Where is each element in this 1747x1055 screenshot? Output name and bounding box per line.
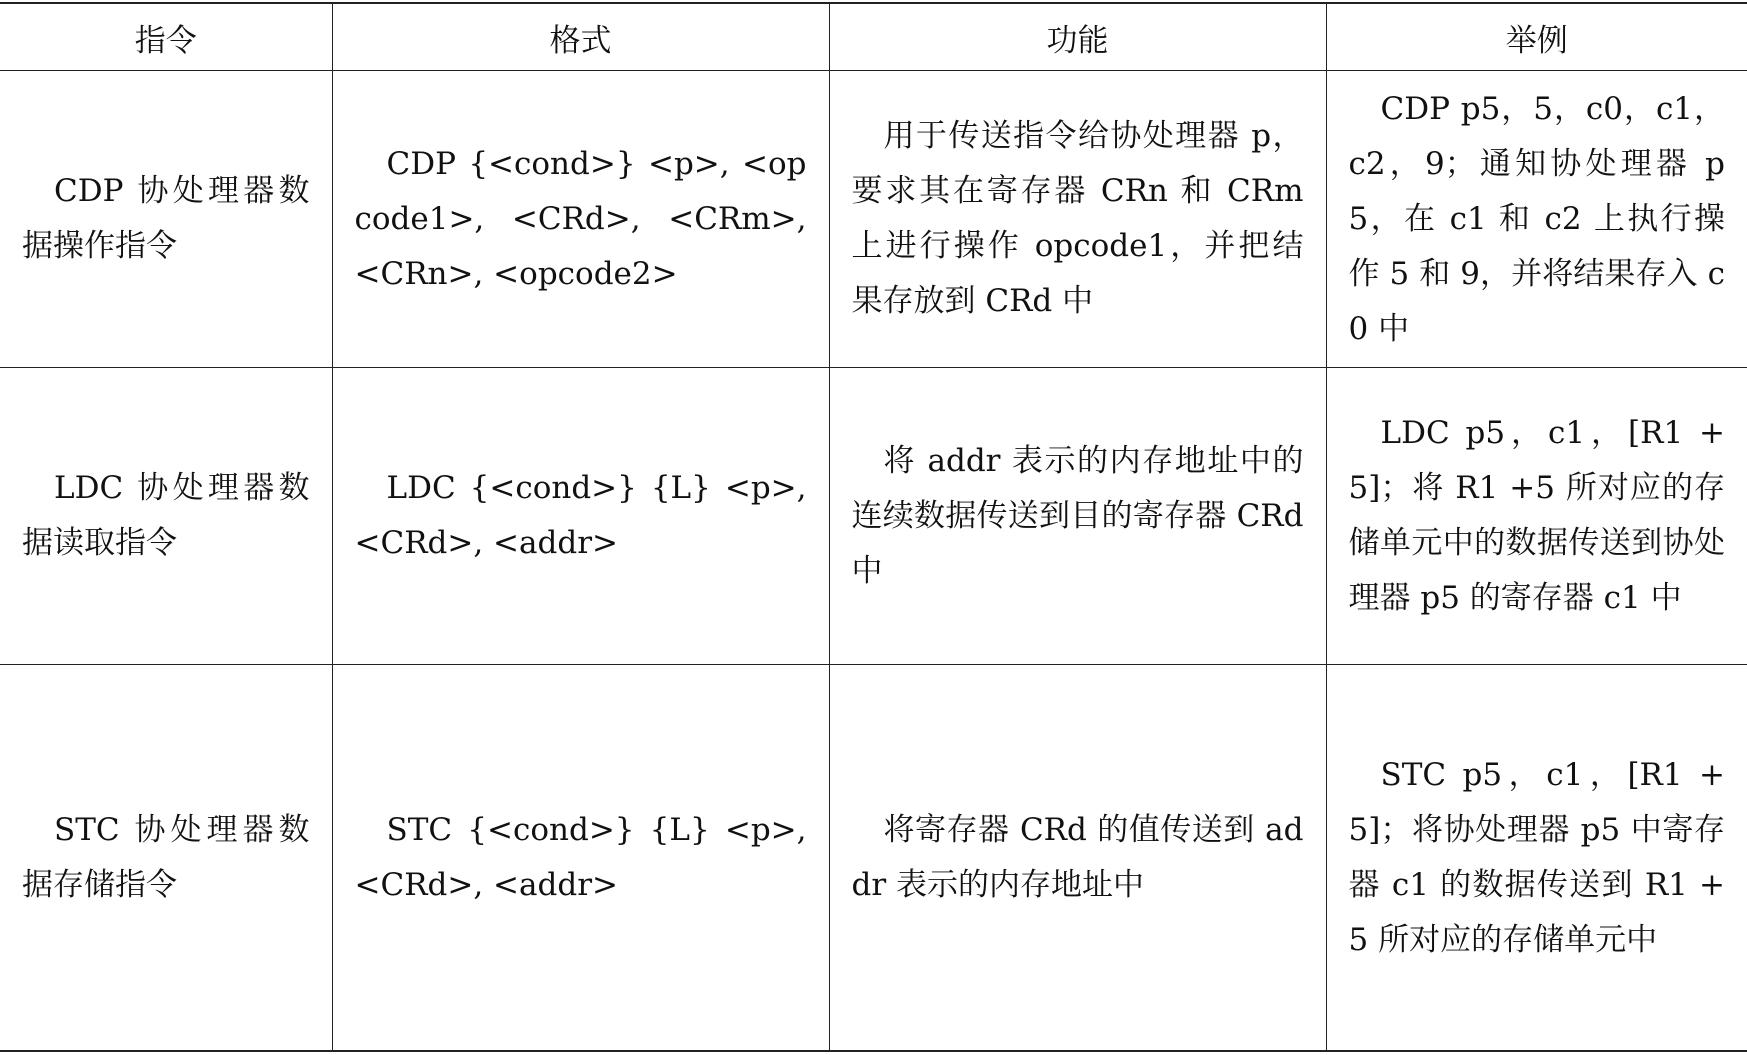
function-text: 将 addr 表示的内存地址中的连续数据传送到目的寄存器 CRd 中 — [851, 442, 1304, 589]
table-row — [0, 665, 1747, 1052]
header-instruction: 指令 — [0, 3, 332, 71]
instruction-text: STC 协处理器数据存储指令 — [22, 811, 310, 903]
function-text: 用于传送指令给协处理器 p，要求其在寄存器 CRn 和 CRm 上进行操作 opcode1，并把结果存放到 CRd 中 — [851, 118, 1304, 319]
cell-format — [332, 665, 829, 1052]
instruction-text: LDC 协处理器数据读取指令 — [22, 470, 310, 561]
cell-example — [1326, 71, 1747, 368]
header-format: 格式 — [332, 3, 829, 71]
format-text: STC {<cond>} {L} <p>, <CRd>, <addr> — [354, 811, 807, 903]
cell-function — [829, 368, 1326, 665]
example-text: LDC p5，c1，[R1 +5]；将 R1 +5 所对应的存储单元中的数据传送到协处理器 p5 的寄存器 c1 中 — [1348, 415, 1725, 616]
example-text: CDP p5，5，c0，c1，c2，9；通知协处理器 p5，在 c1 和 c2 上执行操作 5 和 9，并将结果存入 c0 中 — [1348, 90, 1725, 347]
header-example: 举例 — [1326, 3, 1747, 71]
cell-function — [829, 665, 1326, 1052]
header-function: 功能 — [829, 3, 1326, 71]
table-row — [0, 368, 1747, 665]
function-text: 将寄存器 CRd 的值传送到 addr 表示的内存地址中 — [851, 811, 1304, 903]
table-row — [0, 71, 1747, 368]
table-header-row — [0, 3, 1747, 71]
instruction-text: CDP 协处理器数据操作指令 — [22, 173, 310, 264]
cell-function — [829, 71, 1326, 368]
cell-example — [1326, 665, 1747, 1052]
cell-instruction — [0, 665, 332, 1052]
example-text: STC p5，c1，[R1 +5]；将协处理器 p5 中寄存器 c1 的数据传送到 R1 +5 所对应的存储单元中 — [1348, 756, 1725, 958]
format-text: LDC {<cond>} {L} <p>, <CRd>, <addr> — [354, 470, 807, 561]
cell-format — [332, 71, 829, 368]
cell-example — [1326, 368, 1747, 665]
cell-instruction — [0, 71, 332, 368]
format-text: CDP {<cond>} <p>, <opcode1>, <CRd>, <CRm>, <CRn>, <opcode2> — [354, 145, 807, 292]
cell-format — [332, 368, 829, 665]
cell-instruction — [0, 368, 332, 665]
instruction-table — [0, 2, 1747, 1052]
